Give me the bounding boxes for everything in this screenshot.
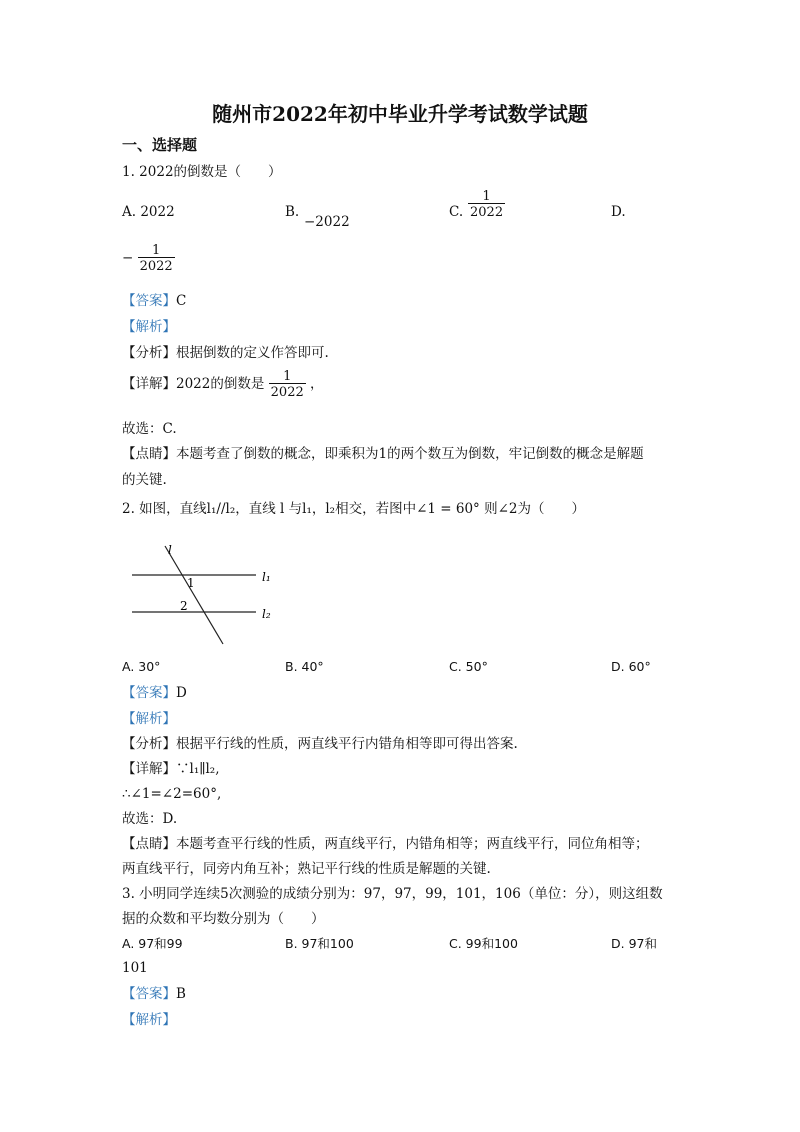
q1-analysis: 【分析】根据倒数的定义作答即可. (122, 345, 329, 361)
q1-detail-suffix: ， (310, 375, 324, 392)
question-1-stem: 1. 2022的倒数是（ ） (122, 164, 282, 180)
q3-option-a: A. 97和99 (122, 936, 183, 951)
q3-analysis-tag: 【解析】 (122, 1012, 176, 1028)
q1-option-c-label: C. (449, 204, 464, 220)
label-angle-1: 1 (187, 576, 195, 590)
page-title: 随州市2022年初中毕业升学考试数学试题 (212, 102, 588, 126)
q1-analysis-tag: 【解析】 (122, 319, 176, 335)
q1-option-b-value: −2022 (304, 214, 350, 230)
answer-value: B (176, 986, 186, 1002)
q1-choose: 故选：C. (122, 421, 177, 437)
q1-option-a: A. 2022 (122, 204, 175, 220)
q2-option-d: D. 60° (611, 659, 651, 674)
q1-detail-denominator: 2022 (270, 385, 304, 400)
parallel-lines-figure (125, 538, 285, 648)
q1-detail-numerator: 1 (283, 369, 292, 384)
q1-option-d-numerator: 1 (152, 243, 161, 258)
answer-value: C (176, 293, 187, 309)
q2-detail: 【详解】∵l₁∥l₂, (122, 761, 220, 777)
label-l: l (168, 543, 172, 557)
label-angle-2: 2 (180, 599, 188, 613)
answer-tag: 【答案】 (122, 685, 176, 701)
q1-option-d-fraction (138, 244, 175, 273)
q3-option-d: D. 97和 (611, 936, 657, 951)
q2-analysis-tag: 【解析】 (122, 711, 176, 727)
q3-answer (122, 988, 186, 1002)
question-3-stem-line2: 据的众数和平均数分别为（ ） (122, 911, 325, 927)
q1-detail-prefix: 【详解】2022的倒数是 (122, 375, 265, 392)
q2-comment-line1: 【点睛】本题考查平行线的性质，两直线平行，内错角相等；两直线平行，同位角相等； (122, 836, 649, 852)
q3-option-d-continued: 101 (122, 960, 148, 976)
question-3-stem-line1: 3. 小明同学连续5次测验的成绩分别为：97，97，99，101，106（单位：分），则这组数 (122, 886, 663, 902)
answer-tag: 【答案】 (122, 986, 176, 1002)
answer-tag: 【答案】 (122, 293, 176, 309)
q3-option-b: B. 97和100 (285, 936, 354, 951)
q1-option-d-denominator: 2022 (139, 259, 173, 274)
q1-option-b-label: B. (285, 204, 300, 220)
q2-option-c: C. 50° (449, 659, 488, 674)
q2-option-a: A. 30° (122, 659, 161, 674)
question-2-stem: 2. 如图，直线l₁//l₂，直线 l 与l₁，l₂相交，若图中∠1 = 60° 则∠2为（ ） (122, 501, 586, 517)
label-l1: l₁ (262, 570, 271, 584)
q2-choose: 故选：D. (122, 811, 178, 827)
q2-answer (122, 687, 187, 701)
q2-option-b: B. 40° (285, 659, 324, 674)
section-heading: 一、选择题 (122, 136, 198, 154)
q1-answer (122, 295, 186, 309)
q1-detail-fraction (269, 370, 306, 399)
q1-option-c-numerator: 1 (482, 189, 491, 204)
q1-option-d-sign: − (122, 249, 134, 266)
transversal-line-l (165, 546, 223, 644)
q1-comment-line1: 【点睛】本题考查了倒数的概念，即乘积为1的两个数互为倒数，牢记倒数的概念是解题 (122, 446, 644, 462)
q2-comment-line2: 两直线平行，同旁内角互补；熟记平行线的性质是解题的关键. (122, 861, 491, 877)
answer-value: D (176, 685, 187, 701)
q1-comment-line2: 的关键. (122, 472, 167, 488)
q3-option-c: C. 99和100 (449, 936, 518, 951)
q1-option-c-fraction (468, 190, 505, 219)
q2-therefore: ∴∠1=∠2=60°, (122, 786, 222, 802)
label-l2: l₂ (262, 607, 271, 621)
q1-option-d-label: D. (611, 204, 626, 220)
q1-option-c-denominator: 2022 (470, 205, 504, 220)
q2-analysis: 【分析】根据平行线的性质，两直线平行内错角相等即可得出答案. (122, 736, 518, 752)
